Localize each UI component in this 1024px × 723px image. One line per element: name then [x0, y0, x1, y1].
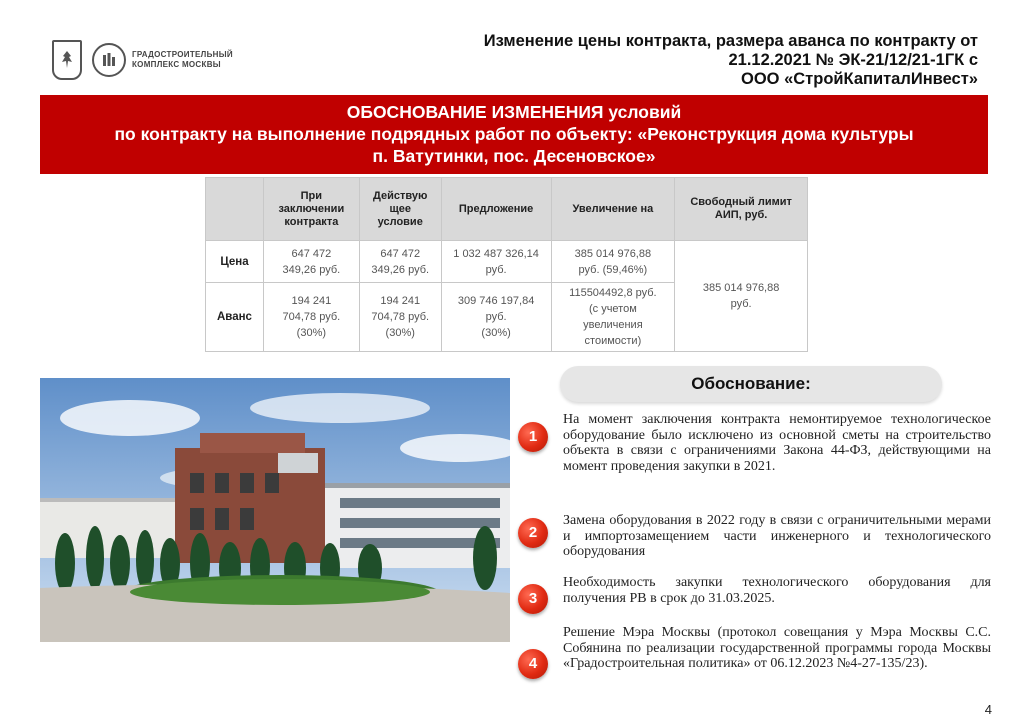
logo-group	[52, 40, 242, 80]
title-line-2: 21.12.2021 № ЭК-21/12/21-1ГК с	[728, 51, 978, 69]
page-number: 4	[984, 702, 992, 717]
building-icon	[92, 43, 126, 77]
number-badge: 2	[518, 518, 548, 548]
title-line-3: ООО «СтройКапиталИнвест»	[740, 70, 978, 88]
header-increase: Увеличение на	[551, 178, 675, 241]
table-cell: 194 241 704,78 руб. (30%)	[263, 283, 359, 352]
reason-text: Решение Мэра Москвы (протокол совещания у Мэра Москвы С.С. Собянина по реализации государственной программы города Москвы «Градостроительная политика» от 06.12.2023 №4-27-135/23).	[563, 625, 991, 671]
header-current: Действую щее условие	[359, 178, 441, 241]
table-cell: 1 032 487 326,14 руб.	[441, 241, 551, 283]
gk-logo	[92, 43, 242, 77]
row-label-advance: Аванс	[206, 283, 264, 352]
table-header-row	[206, 178, 808, 241]
table-cell: 647 472 349,26 руб.	[263, 241, 359, 283]
table-cell: 385 014 976,88 руб. (59,46%)	[551, 241, 675, 283]
banner-line-1: ОБОСНОВАНИЕ ИЗМЕНЕНИЯ условий	[346, 102, 682, 122]
contract-table	[205, 177, 808, 352]
free-limit-cell: 385 014 976,88 руб.	[675, 241, 808, 352]
reason-text: Необходимость закупки технологического оборудования для получения РВ в срок до 31.03.2025.	[563, 575, 991, 606]
table-cell: 194 241 704,78 руб. (30%)	[359, 283, 441, 352]
title-line-1: Изменение цены контракта, размера аванса по контракту от	[483, 32, 978, 50]
number-badge: 3	[518, 584, 548, 614]
header-empty	[206, 178, 264, 241]
number-badge: 4	[518, 649, 548, 679]
reason-text: Замена оборудования в 2022 году в связи с ограничительными мерами и импортозамещением части инженерного и технологического оборудования	[563, 513, 991, 559]
table-row	[206, 241, 808, 283]
header-proposal: Предложение	[441, 178, 551, 241]
header-at-signing: При заключении контракта	[263, 178, 359, 241]
reason-text: На момент заключения контракта немонтируемое технологическое оборудование было исключено из основной сметы на строительство объекта в связи с ограничениями Закона 44-ФЗ, действующими на момент проведения закупки в 2021.	[563, 412, 991, 474]
number-badge: 1	[518, 422, 548, 452]
page-title	[418, 32, 978, 89]
table-cell: 115504492,8 руб. (с учетом увеличения стоимости)	[551, 283, 675, 352]
row-label-price: Цена	[206, 241, 264, 283]
red-banner	[40, 95, 988, 174]
logo-text-line1: ГРАДОСТРОИТЕЛЬНЫЙ	[132, 50, 233, 59]
logo-text-line2: КОМПЛЕКС МОСКВЫ	[132, 60, 221, 69]
table-cell: 647 472 349,26 руб.	[359, 241, 441, 283]
building-photo	[40, 378, 510, 642]
reasons-title: Обоснование:	[560, 366, 942, 402]
header-free-limit: Свободный лимит АИП, руб.	[675, 178, 808, 241]
moscow-emblem-icon	[52, 40, 82, 80]
table-cell: 309 746 197,84 руб. (30%)	[441, 283, 551, 352]
banner-line-3: п. Ватутинки, пос. Десеновское»	[372, 146, 656, 166]
banner-line-2: по контракту на выполнение подрядных работ по объекту: «Реконструкция дома культуры	[114, 124, 914, 144]
